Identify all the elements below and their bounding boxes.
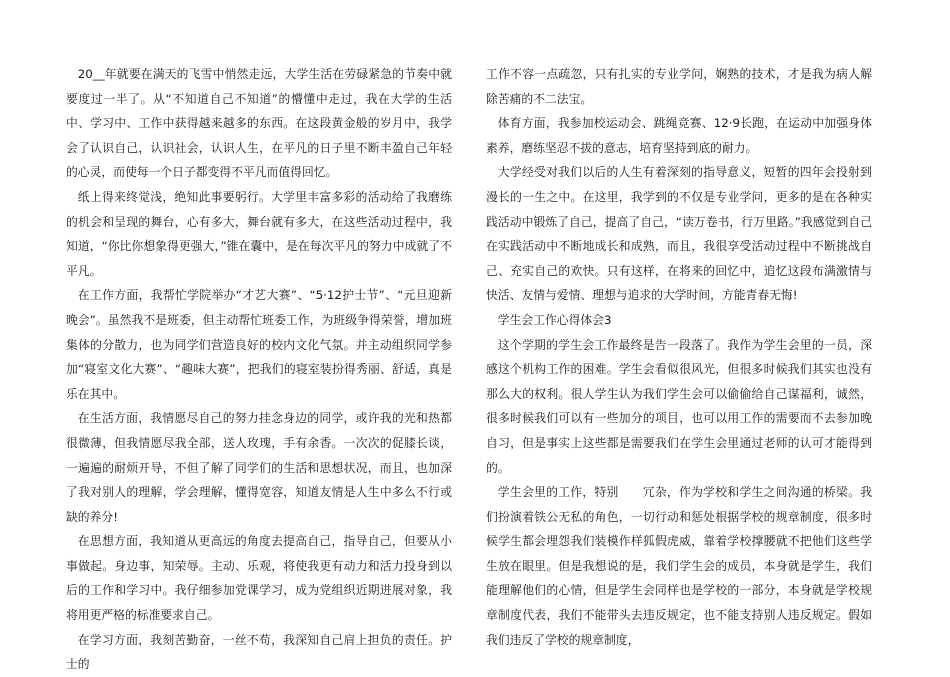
paragraph-practice: 纸上得来终觉浅，绝知此事要躬行。大学里丰富多彩的活动给了我磨练的机会和呈现的舞台，心有多大，舞台就有多大，在这些活动过程中，我知道，“你比你想象得更强大，”锥在囊中，是在每次平凡的努力中成就了不平凡。 (66, 189, 452, 278)
section-heading: 学生会工作心得体会3 (497, 312, 612, 327)
paragraph-sports: 体育方面，我参加校运动会、跳绳竞赛、12·9长跑，在运动中加强身体素养，磨练坚忍不拔的意志，培育坚持到底的耐力。 (486, 116, 872, 155)
paragraph-university-experience: 大学经受对我们以后的人生有着深刻的指导意义，短暂的四年会投射到漫长的一生之中。在这里，我学到的不仅是专业学问，更多的是在各种实践活动中锻炼了自己，提高了自己，“读万卷书，行万里路。”我感觉到自己在实践活动中不断地成长和成熟，而且，我很享受活动过程中不断挑战自己、充实自己的欢快。只有这样，在将来的回忆中，追忆这段布满激情与快活、友情与爱情、理想与追求的大学时间，方能青春无悔! (486, 165, 872, 303)
paragraph-study: 在学习方面，我刻苦勤奋，一丝不苟，我深知自己肩上担负的责任。护士的 (66, 632, 452, 672)
paragraph-thought: 在思想方面，我知道从更高远的角度去提高自己，指导自己，但要从小事做起。身边事，知荣辱。主动、乐观，将使我更有动力和活力投身到以后的工作和学习中。我仔细参加党课学习，成为党组织近期进展对象，我将用更严格的标准要求自己。 (66, 534, 452, 623)
paragraph-student-union-intro: 这个学期的学生会工作最终是告一段落了。我作为学生会里的一员，深感这个机构工作的困难。学生会看似很风光，但很多时候我们其实也没有那么大的权利。很人学生认为我们学生会可以偷偷给自己谋福利，诚然，很多时候我们可以有一些加分的项目，也可以用工作的需要而不去参加晚自习，但是事实上这些都是需要我们在学生会里通过老师的认可才能得到的。 (486, 337, 872, 475)
right-column (486, 62, 872, 652)
paragraph-study-continued: 工作不容一点疏忽，只有扎实的专业学问，娴熟的技术，才是我为病人解除苦痛的不二法宝。 (486, 67, 872, 106)
paragraph-work: 在工作方面，我帮忙学院举办“才艺大赛”、“5·12护士节”、“元旦迎新晚会”。虽然我不是班委，但主动帮忙班委工作，为班级争得荣誉，增加班集体的分散力，也为同学们营造良好的校内文化气氛。并主动组织同学参加“寝室文化大赛”、“趣味大赛”，把我们的寝室装扮得秀丽、舒适，真是乐在其中。 (66, 288, 452, 401)
paragraph-life: 在生活方面，我情愿尽自己的努力挂念身边的同学，或许我的光和热都很微薄，但我情愿尽我全部，送人玫瑰，手有余香。一次次的促膝长谈，一遍遍的耐烦开导，不但了解了同学们的生活和思想状况，而且，也加深了我对别人的理解，学会理解，懂得宽容，知道友情是人生中多么不行或缺的养分! (66, 411, 452, 524)
paragraph-student-union-work: 学生会里的工作，特别 冗杂，作为学校和学生之间沟通的桥梁。我们扮演着铁公无私的角色，一切行动和惩处根据学校的规章制度，很多时候学生都会埋怨我们装模作样狐假虎威，靠着学校撑腰就不把他们这些学生放在眼里。但是我想说的是，我们学生会的成员，本身就是学生，我们能理解他们的心情，但是学生会同样也是学校的一部分，本身就是学校规章制度代表，我们不能带头去违反规定，也不能支持别人违反规定。假如我们违反了学校的规章制度， (486, 485, 872, 647)
paragraph-intro: 20__年就要在满天的飞雪中悄然走远，大学生活在劳碌紧急的节奏中就要度过一半了。从“不知道自己不知道”的懵懂中走过，我在大学的生活中、学习中、工作中获得越来越多的东西。在这段黄金般的岁月中，我学会了认识自己，认识社会，认识人生，在平凡的日子里不断丰盈自己年轻的心灵，而使每一个日子都变得不平凡而值得回忆。 (66, 67, 452, 180)
left-column (66, 62, 452, 677)
